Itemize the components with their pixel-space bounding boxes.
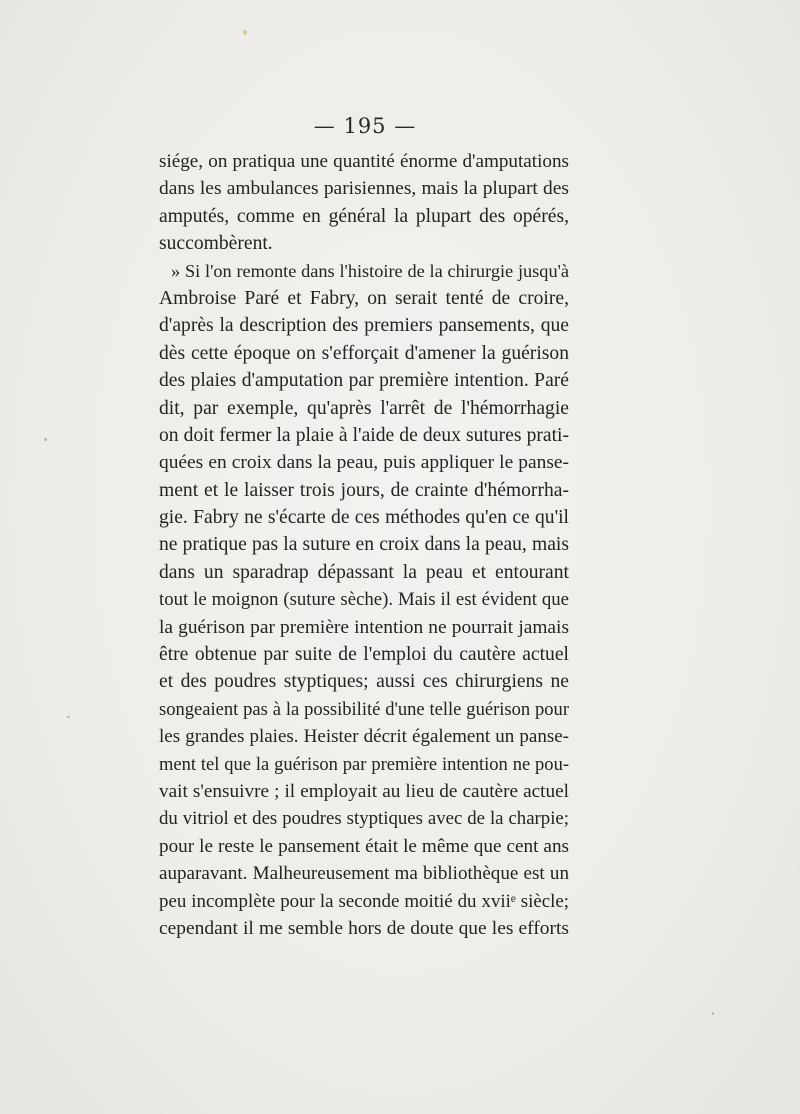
text-line: les grandes plaies. Heister décrit également un panse- [159,726,569,748]
text-line: cependant il me semble hors de doute que les efforts [159,917,569,939]
text-line: ne pratique pas la suture en croix dans la peau, mais [159,534,569,556]
body-text [159,148,569,942]
text-line: siége, on pratiqua une quantité énorme d'amputations [159,151,569,172]
text-line: d'après la description des premiers pansements, que [159,315,569,337]
text-line: la guérison par première intention ne pourrait jamais [159,616,569,638]
page-number: — 195 — [313,114,417,138]
paper-speck [67,716,70,718]
text-line: vait s'ensuivre ; il employait au lieu de cautère actuel [159,780,569,802]
text-line: peu incomplète pour la seconde moitié du xviiᵉ siècle; [159,890,569,912]
text-line: » Si l'on remonte dans l'histoire de la chirurgie jusqu'à [171,260,569,281]
paper-speck [44,438,47,441]
text-line: quées en croix dans la peau, puis appliquer le panse- [159,452,569,474]
text-line: ment et le laisser trois jours, de crainte d'hémorrha- [159,479,569,501]
text-line: et des poudres styptiques; aussi ces chirurgiens ne [159,671,569,693]
text-line: auparavant. Malheureusement ma bibliothèque est un [159,863,569,885]
text-line: tout le moignon (suture sèche). Mais il est évident que [159,589,569,611]
text-line: dès cette époque on s'efforçait d'amener la guérison [159,342,569,364]
text-line: dans les ambulances parisiennes, mais la plupart des [159,178,569,200]
text-line: dans un sparadrap dépassant la peau et entourant [159,561,569,583]
text-line: on doit fermer la plaie à l'aide de deux sutures prati- [159,424,569,446]
text-line: gie. Fabry ne s'écarte de ces méthodes qu'en ce qu'il [159,507,569,529]
text-line: des plaies d'amputation par première intention. Paré [159,370,569,392]
text-line: songeaient pas à la possibilité d'une telle guérison pour [159,698,569,720]
text-line: du vitriol et des poudres styptiques avec de la charpie; [159,808,569,830]
paper-speck [243,30,247,35]
text-line: être obtenue par suite de l'emploi du cautère actuel [159,644,569,666]
text-line: pour le reste le pansement était le même que cent ans [159,835,569,857]
text-line: ment tel que la guérison par première intention ne pou- [159,753,569,775]
text-line: amputés, comme en général la plupart des opérés, [159,205,569,227]
paper-speck [712,1012,714,1015]
text-line: Ambroise Paré et Fabry, on serait tenté de croire, [159,287,569,309]
text-line: dit, par exemple, qu'après l'arrêt de l'hémorrhagie [159,397,569,419]
text-line: succombèrent. [159,233,273,255]
